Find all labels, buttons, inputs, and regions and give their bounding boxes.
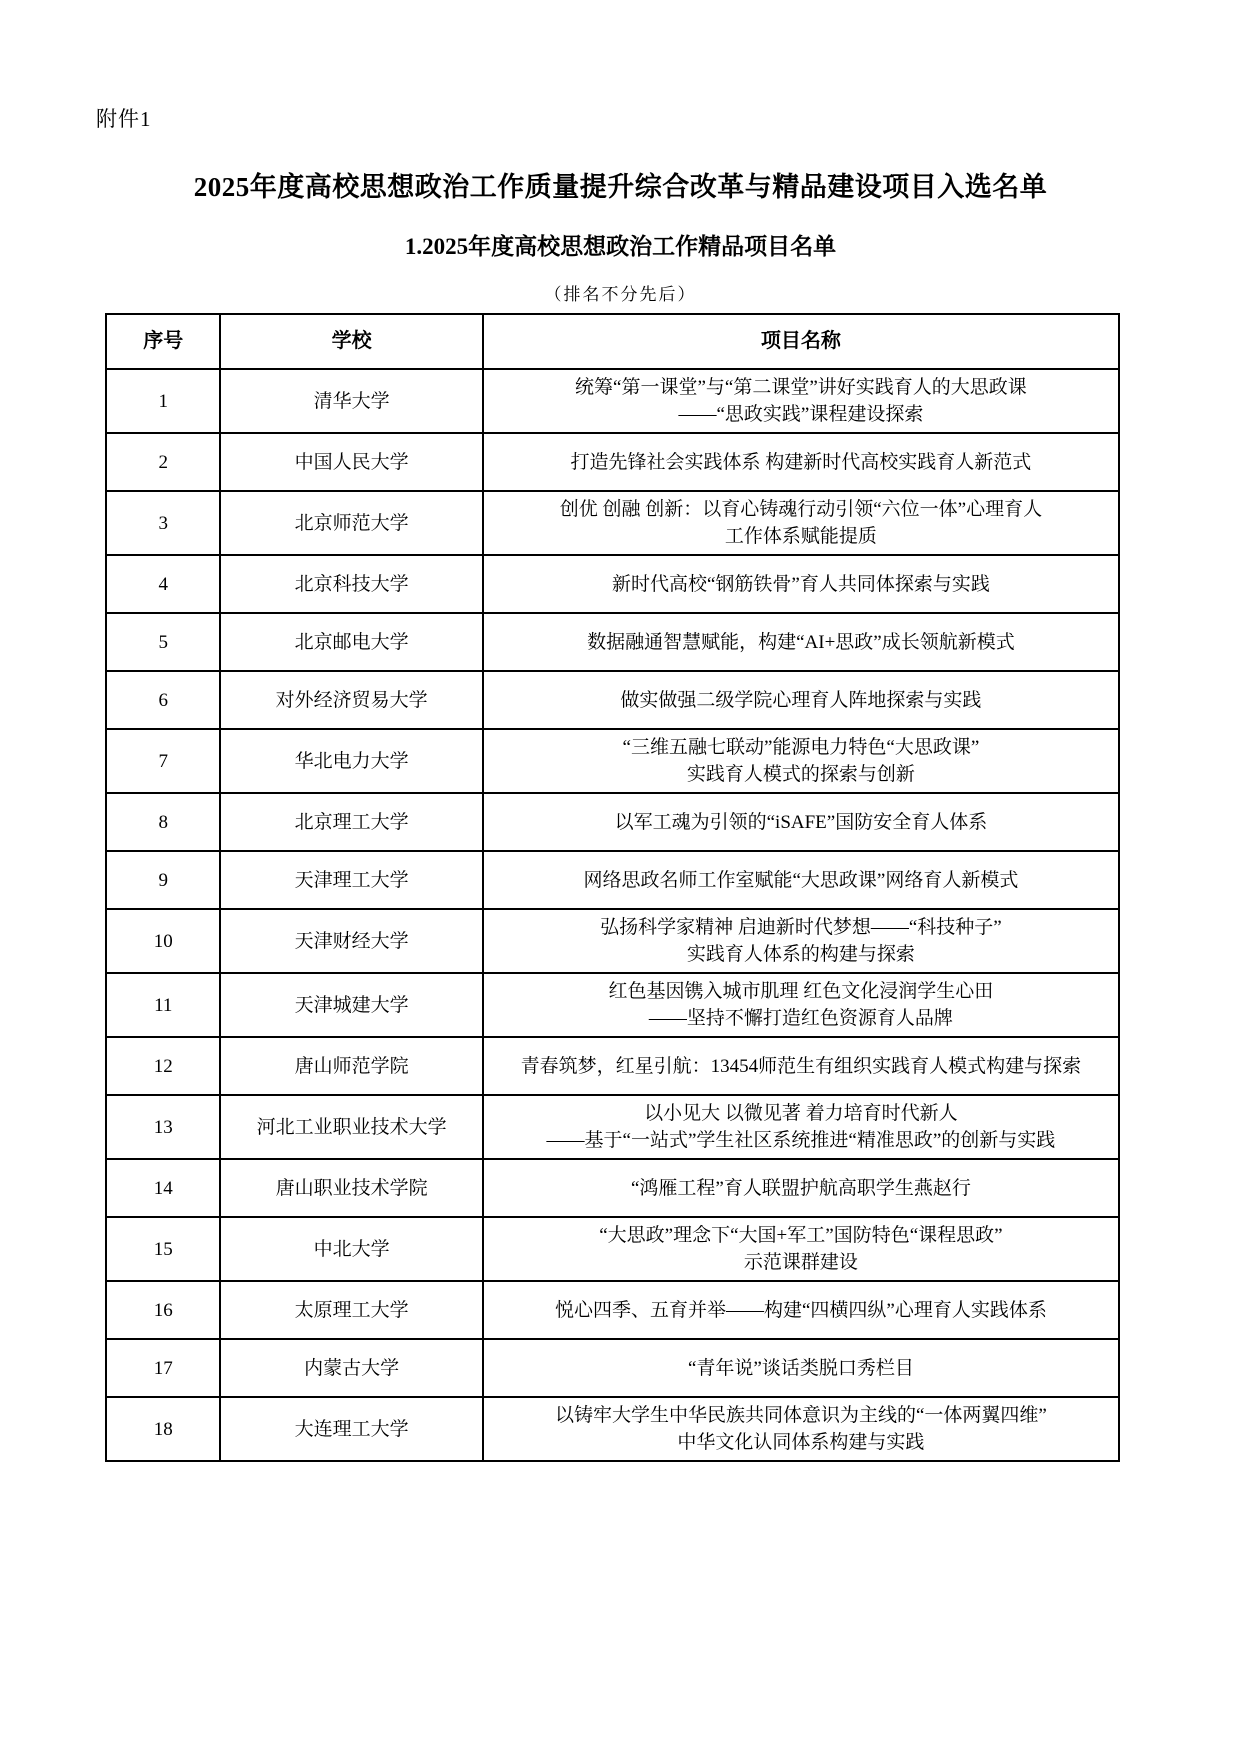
cell-index: 3 [106, 491, 220, 555]
table-row [106, 555, 1119, 613]
cell-project [483, 1281, 1119, 1339]
project-line: ——坚持不懈打造红色资源育人品牌 [648, 1008, 953, 1029]
cell-project [483, 613, 1119, 671]
cell-school: 中北大学 [220, 1217, 482, 1281]
table-header-row [106, 314, 1119, 369]
cell-index: 5 [106, 613, 220, 671]
cell-project [483, 1159, 1119, 1217]
project-line: 以小见大 以微见著 着力培育时代新人 [644, 1103, 958, 1124]
cell-index: 12 [106, 1037, 220, 1095]
table-row [106, 1339, 1119, 1397]
cell-project [483, 973, 1119, 1037]
table-row [106, 1037, 1119, 1095]
project-line: 打造先锋社会实践体系 构建新时代高校实践育人新范式 [570, 451, 1032, 473]
header-cell-index: 序号 [106, 314, 220, 369]
cell-project [483, 369, 1119, 433]
cell-school: 大连理工大学 [220, 1397, 482, 1461]
cell-index: 8 [106, 793, 220, 851]
cell-project [483, 729, 1119, 793]
table-row [106, 433, 1119, 491]
cell-index: 2 [106, 433, 220, 491]
cell-school: 内蒙古大学 [220, 1339, 482, 1397]
project-line: 弘扬科学家精神 启迪新时代梦想——“科技种子” [600, 917, 1002, 938]
cell-school: 唐山师范学院 [220, 1037, 482, 1095]
table-row [106, 793, 1119, 851]
cell-index: 16 [106, 1281, 220, 1339]
header-cell-project: 项目名称 [483, 314, 1119, 369]
document-title: 2025年度高校思想政治工作质量提升综合改革与精品建设项目入选名单 [193, 172, 1048, 202]
table-body [106, 369, 1119, 1461]
cell-school: 华北电力大学 [220, 729, 482, 793]
project-line: 创优 创融 创新：以育心铸魂行动引领“六位一体”心理育人 [559, 499, 1043, 520]
cell-school: 北京邮电大学 [220, 613, 482, 671]
table-row [106, 491, 1119, 555]
cell-school: 河北工业职业技术大学 [220, 1095, 482, 1159]
table-row [106, 1281, 1119, 1339]
attachment-label: 附件1 [96, 107, 152, 131]
cell-project [483, 1397, 1119, 1461]
cell-school: 天津城建大学 [220, 973, 482, 1037]
table-row [106, 851, 1119, 909]
project-line: ——“思政实践”课程建设探索 [678, 404, 924, 425]
project-line: 新时代高校“钢筋铁骨”育人共同体探索与实践 [611, 573, 990, 595]
cell-project [483, 1217, 1119, 1281]
project-line: 网络思政名师工作室赋能“大思政课”网络育人新模式 [583, 869, 1019, 891]
cell-index: 4 [106, 555, 220, 613]
cell-project [483, 793, 1119, 851]
cell-school: 天津理工大学 [220, 851, 482, 909]
project-line: 以铸牢大学生中华民族共同体意识为主线的“一体两翼四维” [554, 1405, 1047, 1426]
cell-index: 11 [106, 973, 220, 1037]
table-row [106, 909, 1119, 973]
project-line: 数据融通智慧赋能，构建“AI+思政”成长领航新模式 [587, 631, 1015, 653]
project-line: 做实做强二级学院心理育人阵地探索与实践 [620, 689, 982, 711]
project-line: 青春筑梦，红星引航：13454师范生有组织实践育人模式构建与探索 [520, 1055, 1082, 1077]
project-line: “青年说”谈话类脱口秀栏目 [687, 1357, 914, 1379]
table-row [106, 1397, 1119, 1461]
cell-index: 9 [106, 851, 220, 909]
cell-project [483, 851, 1119, 909]
table-row [106, 671, 1119, 729]
project-line: 统筹“第一课堂”与“第二课堂”讲好实践育人的大思政课 [575, 377, 1027, 398]
cell-project [483, 491, 1119, 555]
project-line: ——基于“一站式”学生社区系统推进“精准思政”的创新与实践 [546, 1130, 1056, 1151]
table-row [106, 973, 1119, 1037]
cell-school: 中国人民大学 [220, 433, 482, 491]
table-row [106, 369, 1119, 433]
cell-school: 天津财经大学 [220, 909, 482, 973]
cell-school: 北京师范大学 [220, 491, 482, 555]
table-row [106, 1159, 1119, 1217]
project-line: “鸿雁工程”育人联盟护航高职学生燕赵行 [630, 1177, 971, 1199]
table-row [106, 613, 1119, 671]
project-line: 中华文化认同体系构建与实践 [677, 1432, 925, 1453]
cell-school: 唐山职业技术学院 [220, 1159, 482, 1217]
project-line: 实践育人体系的构建与探索 [686, 944, 915, 965]
project-line: 红色基因镌入城市肌理 红色文化浸润学生心田 [608, 981, 994, 1002]
project-line: 实践育人模式的探索与创新 [686, 764, 915, 785]
project-line: 工作体系赋能提质 [724, 526, 877, 547]
cell-project [483, 433, 1119, 491]
projects-table [105, 313, 1120, 1462]
document-subtitle: 1.2025年度高校思想政治工作精品项目名单 [404, 234, 837, 259]
cell-school: 太原理工大学 [220, 1281, 482, 1339]
ranking-note: （排名不分先后） [544, 285, 697, 304]
header-cell-school: 学校 [220, 314, 482, 369]
table-row [106, 1217, 1119, 1281]
table-row [106, 1095, 1119, 1159]
cell-school: 清华大学 [220, 369, 482, 433]
cell-index: 17 [106, 1339, 220, 1397]
table-row [106, 729, 1119, 793]
project-line: 示范课群建设 [743, 1252, 858, 1273]
project-line: 以军工魂为引领的“iSAFE”国防安全育人体系 [614, 811, 988, 833]
cell-index: 1 [106, 369, 220, 433]
cell-project [483, 1339, 1119, 1397]
cell-index: 6 [106, 671, 220, 729]
cell-project [483, 1037, 1119, 1095]
cell-school: 北京理工大学 [220, 793, 482, 851]
cell-project [483, 1095, 1119, 1159]
cell-index: 10 [106, 909, 220, 973]
cell-project [483, 555, 1119, 613]
cell-index: 13 [106, 1095, 220, 1159]
cell-index: 7 [106, 729, 220, 793]
project-line: “三维五融七联动”能源电力特色“大思政课” [622, 737, 980, 758]
project-line: 悦心四季、五育并举——构建“四横四纵”心理育人实践体系 [554, 1299, 1047, 1321]
cell-project [483, 909, 1119, 973]
cell-school: 北京科技大学 [220, 555, 482, 613]
project-line: “大思政”理念下“大国+军工”国防特色“课程思政” [599, 1225, 1003, 1246]
cell-index: 18 [106, 1397, 220, 1461]
cell-project [483, 671, 1119, 729]
cell-index: 14 [106, 1159, 220, 1217]
cell-school: 对外经济贸易大学 [220, 671, 482, 729]
cell-index: 15 [106, 1217, 220, 1281]
